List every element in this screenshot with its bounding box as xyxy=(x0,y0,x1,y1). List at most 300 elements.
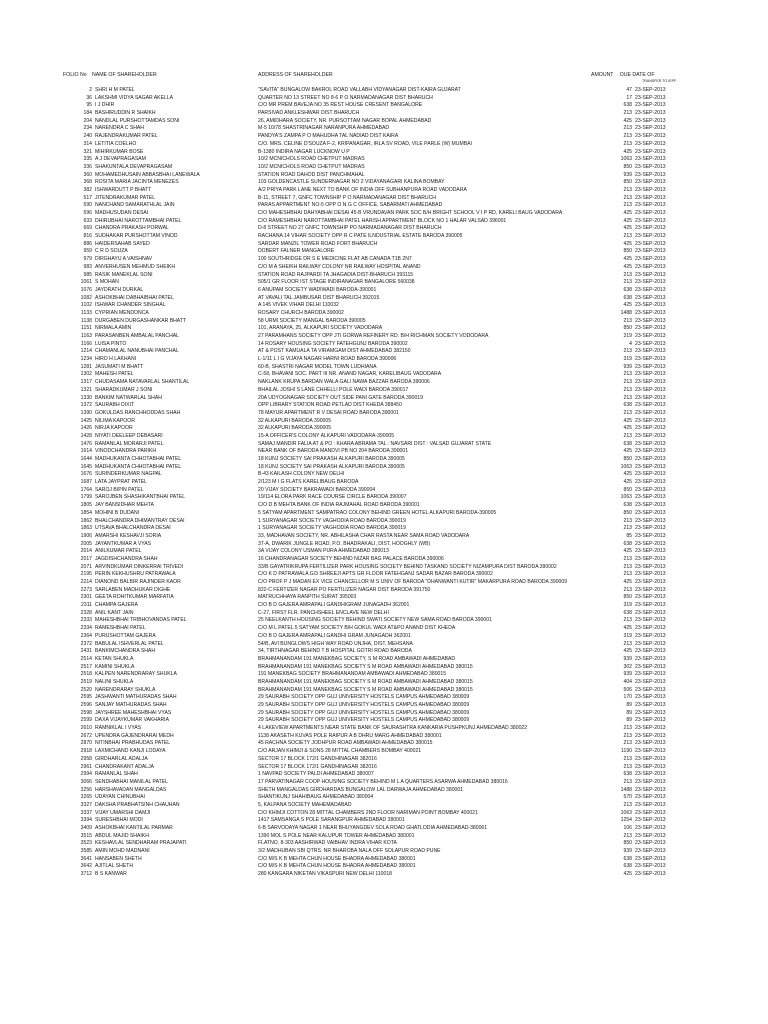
name-cell: DIRGHAYU A VAISHNAV xyxy=(95,256,153,263)
due-date-cell: 23-SEP-2013 xyxy=(635,263,666,270)
folio-cell: 596 xyxy=(83,210,92,216)
table-row xyxy=(0,295,768,303)
address-cell: 5, KALPANA SOCIETY MAHEMADABAD xyxy=(258,801,352,808)
amount-cell: 939 xyxy=(623,171,632,178)
amount-cell: 850 xyxy=(623,325,632,332)
due-date-cell: 23-SEP-2013 xyxy=(635,863,666,870)
due-date-cell: 23-SEP-2013 xyxy=(635,371,666,378)
due-date-cell: 23-SEP-2013 xyxy=(635,148,666,155)
due-date-cell: 23-SEP-2013 xyxy=(635,256,666,263)
name-cell: SENDHABHAI MANILAL PATEL xyxy=(95,778,168,785)
amount-cell: 1488 xyxy=(620,309,632,316)
table-row xyxy=(0,456,768,464)
name-cell: JAYDRATH DURKAL xyxy=(95,286,144,293)
name-cell: BANKIM NATWARLAL SHAH xyxy=(95,394,162,401)
name-cell: LAXMICHAND KANJI LODAYA xyxy=(95,748,166,755)
folio-cell: 3712 xyxy=(80,871,92,878)
table-row xyxy=(0,518,768,526)
name-cell: NANDLAL PURSHOTTAMDAS SONI xyxy=(95,117,180,124)
folio-cell: 2 xyxy=(89,87,92,93)
amount-cell: 213 xyxy=(623,348,632,355)
name-cell: MIHIRKUMAR BOSE xyxy=(95,148,144,155)
address-cell: 1138 AKASETH KUVAS POLE RAIPUR A B DHRU MARG AHMEDABAD 380001 xyxy=(258,732,442,739)
amount-cell: 850 xyxy=(623,840,632,847)
table-row xyxy=(0,771,768,779)
due-date-cell: 23-SEP-2013 xyxy=(635,448,666,455)
due-date-cell: 23-SEP-2013 xyxy=(635,671,666,678)
name-cell: C R D SOUZA xyxy=(95,248,128,255)
amount-cell: 425 xyxy=(623,579,632,585)
table-row xyxy=(0,141,768,149)
due-date-cell: 23-SEP-2013 xyxy=(635,179,666,186)
address-cell: SHANTIKUNJ SHAHIBAUG AHMEDABAD 380004 xyxy=(258,794,374,801)
due-date-cell: 23-SEP-2013 xyxy=(635,579,666,585)
table-row xyxy=(0,871,768,879)
due-date-cell: 23-SEP-2013 xyxy=(635,456,666,462)
folio-cell: 1863 xyxy=(80,525,92,532)
address-cell: PANDYA'S ZAMPA P O MAHUDHA TAL NADIAD DIST KAIRA xyxy=(258,133,399,140)
table-row xyxy=(0,433,768,441)
due-date-cell: 23-SEP-2013 xyxy=(635,732,666,739)
table-row xyxy=(0,648,768,656)
amount-cell: 638 xyxy=(623,863,632,870)
due-date-cell: 23-SEP-2013 xyxy=(635,294,666,301)
address-cell: BRAHMANANDAM 191 MANEKBAG SOCIETY S M ROAD AMBAWADI AHMEDABAD 380015 xyxy=(258,663,473,670)
due-date-cell: 23-SEP-2013 xyxy=(635,755,666,762)
table-row xyxy=(0,402,768,410)
due-date-cell: 23-SEP-2013 xyxy=(635,778,666,785)
amount-cell: 638 xyxy=(623,286,632,293)
folio-cell: 1166 xyxy=(81,340,92,347)
name-cell: SAROJBEN SHASHIKANTBHAI PATEL xyxy=(95,494,186,501)
name-cell: DAKSHA PRABHATSINH CHAUHAN xyxy=(95,801,180,808)
folio-cell: 1390 xyxy=(80,409,92,416)
name-cell: A J DEVAPRAGASAM xyxy=(95,156,146,163)
name-cell: NARENDRARAY SHUKLA xyxy=(95,686,156,693)
table-row xyxy=(0,817,768,825)
table-row xyxy=(0,856,768,864)
name-cell: SARLABEN MADHUKAR DIGHE xyxy=(95,586,171,593)
table-row xyxy=(0,256,768,264)
folio-cell: 2071 xyxy=(80,563,92,570)
folio-cell: 1214 xyxy=(80,348,92,355)
table-row xyxy=(0,594,768,602)
table-row xyxy=(0,625,768,633)
folio-cell: 1676 xyxy=(80,471,92,478)
amount-cell: 213 xyxy=(623,110,632,117)
address-cell: QUARTER NO 13 STREET NO 8-6 P O NARMADANAGAR DIST BHARUCH xyxy=(258,94,433,101)
folio-cell: 2364 xyxy=(80,632,92,639)
name-cell: JAYANTKUMAR A VYAS xyxy=(95,540,152,547)
table-row xyxy=(0,225,768,233)
table-row xyxy=(0,464,768,472)
due-date-cell: 23-SEP-2013 xyxy=(635,725,666,732)
amount-cell: 1254 xyxy=(620,817,632,824)
address-cell: 25 NEELKANTH HOUSING SOCIETY BEHIND SWATI SOCIETY NEW SAMA ROAD BARODA 390001 xyxy=(258,617,492,624)
due-date-cell: 23-SEP-2013 xyxy=(635,286,666,293)
folio-cell: 36 xyxy=(86,94,92,101)
name-cell: SURESHBHAI MODI xyxy=(95,817,143,824)
table-row xyxy=(0,102,768,110)
table-row xyxy=(0,318,768,326)
name-cell: HANSABEN SHETH xyxy=(95,855,142,862)
amount-cell: 425 xyxy=(623,448,632,455)
amount-cell: 17 xyxy=(626,94,632,101)
name-cell: UDAYAN CHINUBHAI xyxy=(95,794,145,801)
table-row xyxy=(0,333,768,341)
name-cell: MADHUKANTA CHHOTABHAI PATEL xyxy=(95,463,182,470)
folio-cell: 1102 xyxy=(81,302,92,309)
due-date-cell: 23-SEP-2013 xyxy=(635,409,666,416)
name-cell: MAHESHBHAI TRIBHOVANDAS PATEL xyxy=(95,617,187,624)
folio-cell: 1425 xyxy=(80,417,92,424)
due-date-cell: 23-SEP-2013 xyxy=(635,586,666,593)
name-cell: DIANOND BALBIR RAJINDER KAOR xyxy=(95,579,181,585)
table-row xyxy=(0,356,768,364)
address-cell: OPP LIBRARY STATION ROAD PETLAD DIST KHEDA 388450 xyxy=(258,402,402,409)
table-row xyxy=(0,272,768,280)
address-cell: 32 ALKAPURI BARODA 390005 xyxy=(258,417,332,424)
address-cell: BHAILAL JOSHI S LANE CHHELLI POLE WADI BARODA 390017 xyxy=(258,386,409,393)
amount-cell: 213 xyxy=(623,555,632,562)
name-cell: CHUDASAMA NATAVARLAL SHANTILAL xyxy=(95,379,190,386)
table-row xyxy=(0,425,768,433)
amount-cell: 425 xyxy=(623,471,632,478)
folio-cell: 1133 xyxy=(81,309,92,316)
table-row xyxy=(0,533,768,541)
name-cell: BANKIMCHANDRA SHAH xyxy=(95,648,156,655)
name-cell: KALPEN NARENDRARAY SHUKLA xyxy=(95,671,177,678)
folio-cell: 1372 xyxy=(80,402,92,409)
folio-cell: 983 xyxy=(83,263,92,270)
amount-cell: 404 xyxy=(623,678,632,685)
amount-cell: 213 xyxy=(623,525,632,532)
address-cell: C/O M L PATEL 5 SATYAM SOCIETY B/H GOKUL WADI AT&PO ANAND DIST KHEDA xyxy=(258,625,456,632)
address-cell: 26, AMIDHARA SOCIETY, NR. PURSOTTAM NAGAR BOPAL AHMEDABAD xyxy=(258,117,432,124)
name-cell: ASHOKBHAI DABHAIBHAI PATEL xyxy=(95,294,174,301)
amount-cell: 319 xyxy=(623,602,632,609)
folio-cell: 1476 xyxy=(80,440,92,447)
folio-cell: 3256 xyxy=(80,786,92,793)
folio-cell: 1061 xyxy=(80,279,92,286)
table-row xyxy=(0,279,768,287)
amount-cell: 213 xyxy=(623,832,632,839)
amount-cell: 425 xyxy=(623,225,632,232)
due-date-cell: 23-SEP-2013 xyxy=(635,602,666,609)
due-date-cell: 23-SEP-2013 xyxy=(635,848,666,855)
amount-cell: 638 xyxy=(623,440,632,447)
table-row xyxy=(0,241,768,249)
amount-cell: 425 xyxy=(623,240,632,247)
name-cell: DURGABEN DURGASHANKAR BHATT xyxy=(95,317,187,324)
due-date-cell: 23-SEP-2013 xyxy=(635,471,666,478)
name-cell: UTSAVA BHALCHANDRA DESAI xyxy=(95,525,171,532)
folio-cell: 2961 xyxy=(80,763,92,770)
address-cell: 280 KANGARA NIKETAN VIKASPURI NEW DELHI 110018 xyxy=(258,871,392,878)
folio-cell: 204 xyxy=(83,117,92,124)
address-cell: "SAVITA" BUNGALOW BAKROL ROAD VALLABH VIDYANAGAR DIST-KAIRA GUJARAT xyxy=(258,87,461,93)
name-cell: PARASANBEN AMBALAL PANCHAL xyxy=(95,333,179,339)
due-date-cell: 23-SEP-2013 xyxy=(635,525,666,532)
amount-cell: 1190 xyxy=(621,748,632,755)
name-cell: RAMNIKLAL I VYAS xyxy=(95,725,142,732)
address-cell: 2/123 M I G FLATS KARELIBAUG BARODA xyxy=(258,479,359,486)
due-date-cell: 23-SEP-2013 xyxy=(635,486,666,493)
amount-cell: 213 xyxy=(623,317,632,324)
due-date-cell: 23-SEP-2013 xyxy=(635,625,666,632)
folio-cell: 1330 xyxy=(80,394,92,401)
address-cell: 3A VIJAY COLONY USMAN PURA AHMEDABAD 380013 xyxy=(258,548,389,555)
folio-cell: 2958 xyxy=(80,755,92,762)
folio-cell: 2517 xyxy=(80,663,92,670)
name-cell: JASHWANTI MATHURADAS SHAH xyxy=(95,694,177,701)
name-cell: NIYATI DEELEEP DEBASARI xyxy=(95,432,163,439)
amount-cell: 213 xyxy=(623,725,632,732)
amount-cell: 638 xyxy=(623,502,632,509)
amount-cell: 638 xyxy=(623,855,632,862)
table-row xyxy=(0,494,768,502)
name-cell: VIJAY UMARSHI DAMJI xyxy=(95,809,151,816)
address-cell: SARDAR MANZIL TOWER ROAD FORT BHARUCH xyxy=(258,240,378,247)
amount-cell: 89 xyxy=(626,709,632,716)
address-cell: 29 SAURABH SOCIETY OPP GUJ UNIVERSITY HOSTELS CAMPUS AHMEDABAD 380009 xyxy=(258,702,470,708)
name-cell: B S KANWAR xyxy=(95,871,127,878)
name-cell: SHARADKUMAR J SONI xyxy=(95,386,153,393)
header-address: ADDRESS OF SHAREHOLDER xyxy=(258,72,333,78)
folio-cell: 3523 xyxy=(80,840,92,847)
name-cell: ROSITA MARIA JACINTA MENEZES xyxy=(95,179,179,186)
folio-cell: 2014 xyxy=(80,548,92,555)
due-date-cell: 23-SEP-2013 xyxy=(635,617,666,624)
name-cell: JAY BANSIDHAR MEHTA xyxy=(95,502,154,509)
amount-cell: 213 xyxy=(623,755,632,762)
amount-cell: 425 xyxy=(623,117,632,124)
folio-cell: 985 xyxy=(83,271,92,278)
table-row xyxy=(0,387,768,395)
name-cell: BASHIRUDDIN R SHAIKH xyxy=(95,110,156,117)
name-cell: VINODCHANDRA PARIKH xyxy=(95,448,157,455)
folio-cell: 2599 xyxy=(80,717,92,724)
folio-cell: 2328 xyxy=(80,609,92,616)
amount-cell: 213 xyxy=(623,394,632,401)
amount-cell: 1063 xyxy=(620,809,632,816)
name-cell: RAMANLAL MORARJI PATEL xyxy=(95,440,164,447)
name-cell: RAMANLAL SHAH xyxy=(95,771,138,778)
address-cell: PARAS APPARTMENT NO-5 OPP O N G C OFFICE, SABARMATI AHMEDABAD xyxy=(258,202,443,209)
due-date-cell: 23-SEP-2013 xyxy=(635,771,666,778)
table-row xyxy=(0,348,768,356)
amount-cell: 4 xyxy=(629,340,632,347)
due-date-cell: 23-SEP-2013 xyxy=(635,540,666,547)
table-row xyxy=(0,656,768,664)
address-cell: 54/B, AVI BUNGLOWS HIGH WAY ROAD UNJHA, DIST. MEHSANA xyxy=(258,640,413,647)
amount-cell: 319 xyxy=(623,356,632,363)
address-cell: 17 PARVATINAGAR COOP HOUSING SOCIETY BEHIND M L A QUARTERS ASARWA AHMEDABAD 380016 xyxy=(258,778,508,785)
folio-cell: 1906 xyxy=(80,532,92,539)
address-cell: AT & POST KAMUALA TA VIRAMGAM DIST AHMEDABAD 382150 xyxy=(258,348,411,355)
due-date-cell: 23-SEP-2013 xyxy=(635,740,666,747)
folio-cell: 2519 xyxy=(80,678,92,685)
address-cell: L-1/11 L I G VIJAYA NAGAR HARNI ROAD BARODA 390006 xyxy=(258,356,397,363)
address-cell: C-58, BHAVANI SOC. PART III NR. ANAND NAGAR, KARELIBAUG VADODARA xyxy=(258,371,442,378)
address-cell: 505/1 GR FLOOR IST STAGE INDIRANAGAR BANGALORE 560038 xyxy=(258,279,415,286)
due-date-cell: 23-SEP-2013 xyxy=(635,333,666,339)
amount-cell: 213 xyxy=(623,140,632,147)
amount-cell: 170 xyxy=(623,694,632,701)
amount-cell: 638 xyxy=(623,294,632,301)
name-cell: HAIDERSAHAB SAYED xyxy=(95,240,150,247)
due-date-cell: 23-SEP-2013 xyxy=(635,548,666,555)
table-row xyxy=(0,641,768,649)
table-row xyxy=(0,287,768,295)
table-row xyxy=(0,341,768,349)
amount-cell: 1063 xyxy=(620,494,632,501)
amount-cell: 85 xyxy=(626,532,632,539)
due-date-cell: 23-SEP-2013 xyxy=(635,809,666,816)
address-cell: 29 SAURABH SOCIETY OPP GUJ UNIVERSITY HOSTELS CAMPUS AHMEDABAD 380009 xyxy=(258,709,470,716)
amount-cell: 425 xyxy=(623,548,632,555)
header-amount: AMOUNT xyxy=(591,72,614,78)
due-date-cell: 23-SEP-2013 xyxy=(635,825,666,831)
folio-cell: 314 xyxy=(83,140,92,147)
folio-cell: 2596 xyxy=(80,702,92,708)
address-cell: M-5 10/78 SHASTRINAGAR NARANPURA AHMEDABAD xyxy=(258,125,390,132)
folio-cell: 2518 xyxy=(80,671,92,678)
table-row xyxy=(0,710,768,718)
amount-cell: 570 xyxy=(623,794,632,801)
name-cell: MADHUSUDAN DESAI xyxy=(95,210,149,216)
table-row xyxy=(0,125,768,133)
amount-cell: 89 xyxy=(626,702,632,708)
amount-cell: 850 xyxy=(623,179,632,186)
table-row xyxy=(0,733,768,741)
folio-cell: 2301 xyxy=(80,594,92,601)
due-date-cell: 23-SEP-2013 xyxy=(635,348,666,355)
address-cell: MATRUCHHAYA RANPITH SURAT 395003 xyxy=(258,594,357,601)
table-row xyxy=(0,679,768,687)
address-cell: 32 ALKAPURI BARODA 390005 xyxy=(258,425,332,432)
table-row xyxy=(0,787,768,795)
amount-cell: 425 xyxy=(623,625,632,632)
amount-cell: 425 xyxy=(623,256,632,263)
table-row xyxy=(0,410,768,418)
table-row xyxy=(0,187,768,195)
table-row xyxy=(0,725,768,733)
name-cell: MOHAMEDHUSAIN ABBASBHAI LANEWALA xyxy=(95,171,200,178)
folio-cell: 517 xyxy=(83,194,92,201)
table-row xyxy=(0,525,768,533)
table-row xyxy=(0,487,768,495)
amount-cell: 213 xyxy=(623,386,632,393)
folio-cell: 2514 xyxy=(80,655,92,662)
name-cell: ABDUL MAJID SHAIKH xyxy=(95,832,149,839)
due-date-cell: 23-SEP-2013 xyxy=(635,425,666,432)
amount-cell: 213 xyxy=(623,125,632,132)
amount-cell: 425 xyxy=(623,648,632,655)
folio-cell: 321 xyxy=(83,148,92,155)
folio-cell: 3327 xyxy=(80,801,92,808)
name-cell: BABULAL ISHVERLAL PATEL xyxy=(95,640,164,647)
table-row xyxy=(0,794,768,802)
name-cell: SURINDERKUMAR NAGPAL xyxy=(95,471,162,478)
name-cell: MAHESH PATEL xyxy=(95,371,134,378)
due-date-cell: 23-SEP-2013 xyxy=(635,786,666,793)
folio-cell: 959 xyxy=(83,248,92,255)
address-cell: 4 LAKEVIEW APARTMENTS NEAR STATE BANK OF SAURASHTRA KANKARIA PUSHPKUNJ AHMEDABAD 380022 xyxy=(258,725,528,732)
name-cell: NIRMALA AMIN xyxy=(95,325,132,332)
name-cell: ANILKUMAR PATEL xyxy=(95,548,142,555)
address-cell: 78 MAYUR APARTMENT R V DESAI ROAD BARODA 390001 xyxy=(258,409,399,416)
name-cell: JITENDRAKUMAR PATEL xyxy=(95,194,156,201)
due-date-cell: 23-SEP-2013 xyxy=(635,555,666,562)
address-cell: 18 KUNJ SOCIETY SAI PRAKASH ALKAPURI BARODA 390005 xyxy=(258,456,405,462)
name-cell: CHANDRA PRAKASH PORWAL xyxy=(95,225,169,232)
address-cell: 20A UDYOGNAGAR SOCIETY OUT SIDE PANI GATE BARODA 390019 xyxy=(258,394,423,401)
amount-cell: 425 xyxy=(623,425,632,432)
folio-cell: 1426 xyxy=(80,425,92,432)
folio-cell: 1317 xyxy=(80,379,92,386)
table-row xyxy=(0,87,768,95)
folio-cell: 2431 xyxy=(80,648,92,655)
address-cell: SHETH MANGALDAS GIRDHARDAS BUNGALOW LAL DARWAJA AHMEDABAD 380001 xyxy=(258,786,464,793)
name-cell: HARSHAVADAN MANGALDAS xyxy=(95,786,167,793)
name-cell: NITINBHAI PRABHUDAS PATEL xyxy=(95,740,171,747)
address-cell: 191 MANEKBAG SOCIETY BRAHMANANDAM AMBAWADI AHMEDABAD 380015 xyxy=(258,671,447,678)
due-date-cell: 23-SEP-2013 xyxy=(635,133,666,140)
amount-cell: 319 xyxy=(623,333,632,339)
table-row xyxy=(0,379,768,387)
table-row xyxy=(0,264,768,272)
due-date-cell: 23-SEP-2013 xyxy=(635,186,666,193)
due-date-cell: 23-SEP-2013 xyxy=(635,402,666,409)
name-cell: ARVINDKUMAR DINKERRAI TRIVEDI xyxy=(95,563,184,570)
folio-cell: 2994 xyxy=(80,771,92,778)
folio-cell: 2610 xyxy=(80,725,92,732)
amount-cell: 850 xyxy=(623,594,632,601)
due-date-cell: 23-SEP-2013 xyxy=(635,563,666,570)
due-date-cell: 23-SEP-2013 xyxy=(635,194,666,201)
amount-cell: 939 xyxy=(623,848,632,855)
amount-cell: 213 xyxy=(623,202,632,209)
name-cell: JAYSHREE MAHESHBHAI VYAS xyxy=(95,709,172,716)
address-cell: C/O. MRS. CELINE D'SOUZA F-2, KRIPANAGAR, IRLA SV ROAD, VILE PARLE (W) MUMBAI xyxy=(258,140,472,147)
due-date-cell: 23-SEP-2013 xyxy=(635,171,666,178)
due-date-cell: 23-SEP-2013 xyxy=(635,655,666,662)
address-cell: C/O PROF P J MADAN EX VICE CHANCELLOR M S UNIV OF BARODA "DHANWANTI KUTIR" MAKARPURA ROAD BARODA 390009 xyxy=(258,579,568,585)
name-cell: LETITIA COELHO xyxy=(95,140,137,147)
table-row xyxy=(0,687,768,695)
folio-cell: 1082 xyxy=(80,294,92,301)
amount-cell: 213 xyxy=(623,801,632,808)
table-row xyxy=(0,110,768,118)
amount-cell: 213 xyxy=(623,778,632,785)
folio-cell: 2311 xyxy=(81,602,92,609)
header-due-date-sub: TRANSFER TO IEPF xyxy=(642,79,677,83)
amount-cell: 106 xyxy=(623,825,632,831)
table-row xyxy=(0,325,768,333)
due-date-cell: 23-SEP-2013 xyxy=(635,440,666,447)
folio-cell: 979 xyxy=(83,256,92,263)
name-cell: ANIL KANT JAIN xyxy=(95,609,134,616)
due-date-cell: 23-SEP-2013 xyxy=(635,309,666,316)
amount-cell: 213 xyxy=(623,732,632,739)
table-row xyxy=(0,702,768,710)
due-date-cell: 23-SEP-2013 xyxy=(635,609,666,616)
header-folio-no: FOLIO No xyxy=(63,72,87,78)
table-row xyxy=(0,172,768,180)
address-cell: 16 CHANDRANAGAR SOCIETY BEHIND NIZAR BAG PALACE BARODA 390006 xyxy=(258,555,444,562)
address-cell: AT VAVALI TAL JAMBUSAR DIST BHARUCH 392015 xyxy=(258,294,380,301)
